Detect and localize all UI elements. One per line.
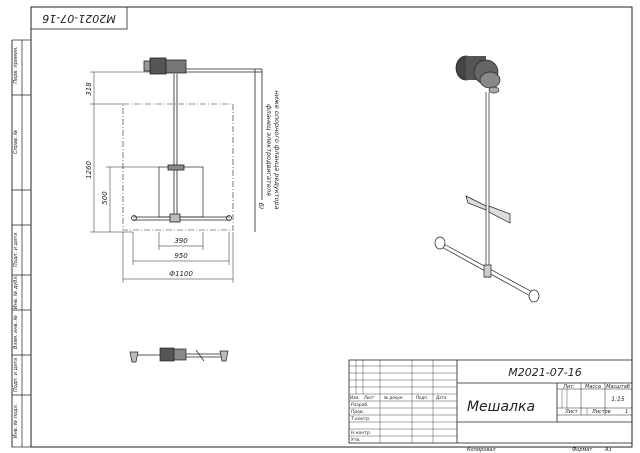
note-label-b: б) bbox=[257, 202, 265, 210]
scale-value: 1:15 bbox=[611, 396, 625, 403]
note-line-2: ниже опорного фланца редуктора bbox=[273, 90, 281, 210]
front-motor bbox=[150, 58, 166, 74]
sheet-frame bbox=[31, 7, 632, 447]
col-scale: Масштаб bbox=[606, 384, 630, 390]
dim-500: 500 bbox=[101, 191, 109, 205]
front-view bbox=[123, 58, 262, 232]
drawing-title: Мешалка bbox=[466, 399, 536, 415]
sheet-label: Лист bbox=[565, 409, 578, 415]
drawing-code: М2021-07-16 bbox=[508, 366, 582, 379]
row-header-sign: Подп. bbox=[416, 395, 429, 400]
format-label: Формат bbox=[572, 447, 593, 453]
role-nkontr: Н.контр. bbox=[351, 431, 372, 436]
dim-1100: Ф1100 bbox=[169, 270, 193, 278]
row-header-list: Лист bbox=[364, 395, 375, 400]
format-value: А3 bbox=[605, 447, 612, 453]
strip-label-4: Инв. № дубл. bbox=[13, 274, 19, 310]
col-mass: Масса bbox=[585, 384, 601, 390]
copied-label: Копировал bbox=[467, 447, 496, 453]
rotated-code-text: М2021-07-16 bbox=[42, 12, 116, 25]
role-tkontr: Т.контр. bbox=[351, 417, 371, 422]
strip-label-3: Подп. и дата bbox=[13, 232, 19, 268]
role-prov: Пров. bbox=[351, 410, 365, 415]
title-block-text bbox=[350, 366, 630, 453]
note-line-1: фланец электродвигателя bbox=[265, 104, 273, 196]
front-dimensions bbox=[90, 72, 233, 283]
dim-950: 950 bbox=[174, 252, 188, 260]
strip-label-1: Перв. примен. bbox=[13, 46, 19, 84]
small-view bbox=[130, 348, 228, 362]
front-notes bbox=[257, 90, 281, 209]
rotated-code-box bbox=[31, 7, 127, 29]
col-lit: Лит. bbox=[563, 384, 575, 390]
dim-1260: 1260 bbox=[85, 161, 93, 179]
strip-label-5: Взам. инв. № bbox=[13, 315, 19, 349]
strip-label-6: Подп. и дата bbox=[13, 357, 19, 393]
sheets-count: 1 bbox=[625, 409, 629, 415]
row-header-date: Дата bbox=[436, 395, 447, 400]
dim-318: 318 bbox=[85, 82, 93, 96]
left-strip-labels bbox=[13, 46, 19, 438]
isometric-view bbox=[435, 56, 539, 302]
strip-label-2: Справ. № bbox=[13, 129, 19, 155]
strip-label-7: Инв. № подл. bbox=[13, 403, 19, 439]
sheets-label: Листов bbox=[592, 409, 611, 415]
role-utv: Утв. bbox=[351, 438, 361, 443]
row-header-doc: № докум. bbox=[384, 395, 404, 400]
row-header-izm: Изм. bbox=[350, 395, 360, 400]
dim-390: 390 bbox=[174, 237, 188, 245]
role-razrab: Разраб. bbox=[351, 403, 369, 408]
